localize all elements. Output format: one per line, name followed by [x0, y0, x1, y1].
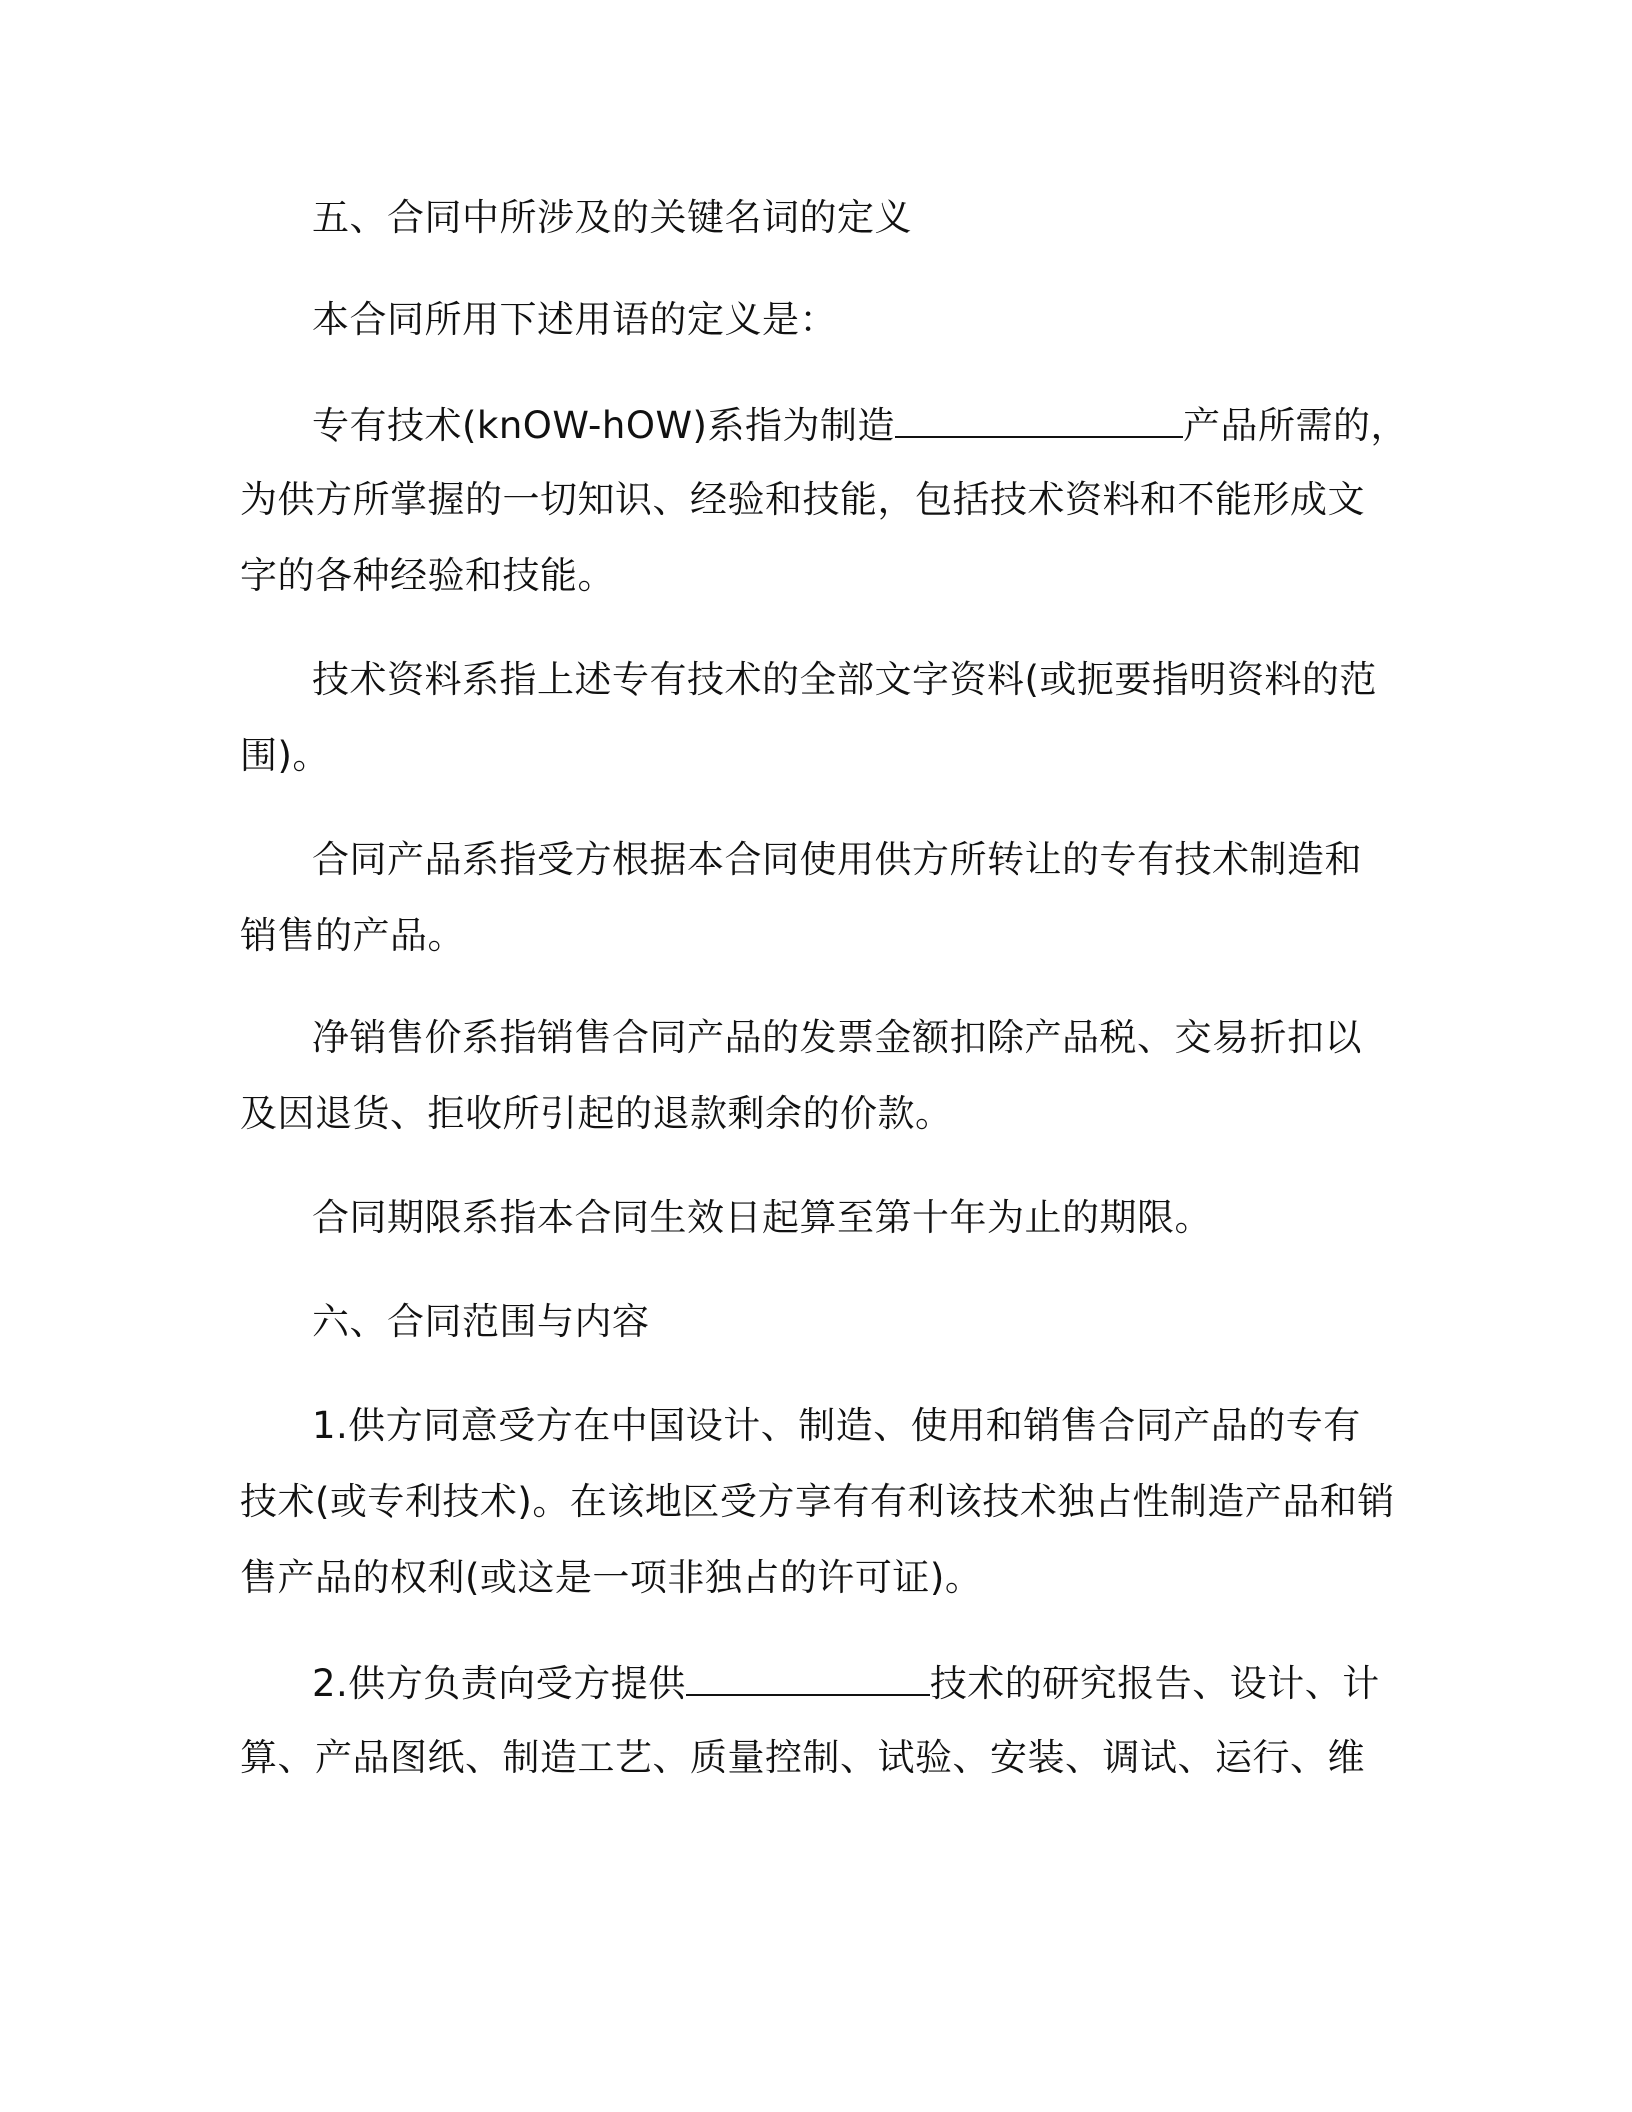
- clause-2-prefix: 2.供方负责向受方提供: [312, 1662, 686, 1705]
- term-definition: 合同期限系指本合同生效日起算至第十年为止的期限。: [312, 1196, 1212, 1239]
- knowhow-suffix: 产品所需的，: [1182, 404, 1408, 447]
- knowhow-prefix: 专有技术(knOW-hOW)系指为制造: [312, 404, 895, 447]
- knowhow-definition-line-2: 为供方所掌握的一切知识、经验和技能，包括技术资料和不能形成文: [240, 478, 1365, 521]
- technology-name-blank: [686, 1660, 930, 1696]
- tech-data-definition-line-2: 围)。: [240, 734, 330, 777]
- clause-2-line-1: [312, 1660, 1380, 1706]
- knowhow-definition-line-3: 字的各种经验和技能。: [240, 554, 615, 597]
- tech-data-definition-line-1: 技术资料系指上述专有技术的全部文字资料(或扼要指明资料的范: [312, 658, 1377, 701]
- clause-2-line-2: 算、产品图纸、制造工艺、质量控制、试验、安装、调试、运行、维: [240, 1736, 1365, 1779]
- clause-2-suffix: 技术的研究报告、设计、计: [929, 1662, 1380, 1705]
- net-price-definition-line-2: 及因退货、拒收所引起的退款剩余的价款。: [240, 1092, 953, 1135]
- section-heading-5: 五、合同中所涉及的关键名词的定义: [312, 196, 912, 239]
- clause-1-line-1: 1.供方同意受方在中国设计、制造、使用和销售合同产品的专有: [312, 1404, 1361, 1447]
- contract-product-definition-line-2: 销售的产品。: [240, 914, 465, 957]
- product-name-blank: [895, 402, 1183, 438]
- clause-1-line-3: 售产品的权利(或这是一项非独占的许可证)。: [240, 1556, 983, 1599]
- clause-1-line-2: 技术(或专利技术)。在该地区受方享有有利该技术独占性制造产品和销: [240, 1480, 1395, 1523]
- definitions-intro: 本合同所用下述用语的定义是：: [312, 298, 837, 341]
- net-price-definition-line-1: 净销售价系指销售合同产品的发票金额扣除产品税、交易折扣以: [312, 1016, 1362, 1059]
- section-heading-6: 六、合同范围与内容: [312, 1300, 650, 1343]
- contract-product-definition-line-1: 合同产品系指受方根据本合同使用供方所转让的专有技术制造和: [312, 838, 1362, 881]
- knowhow-definition-line-1: [312, 402, 1408, 448]
